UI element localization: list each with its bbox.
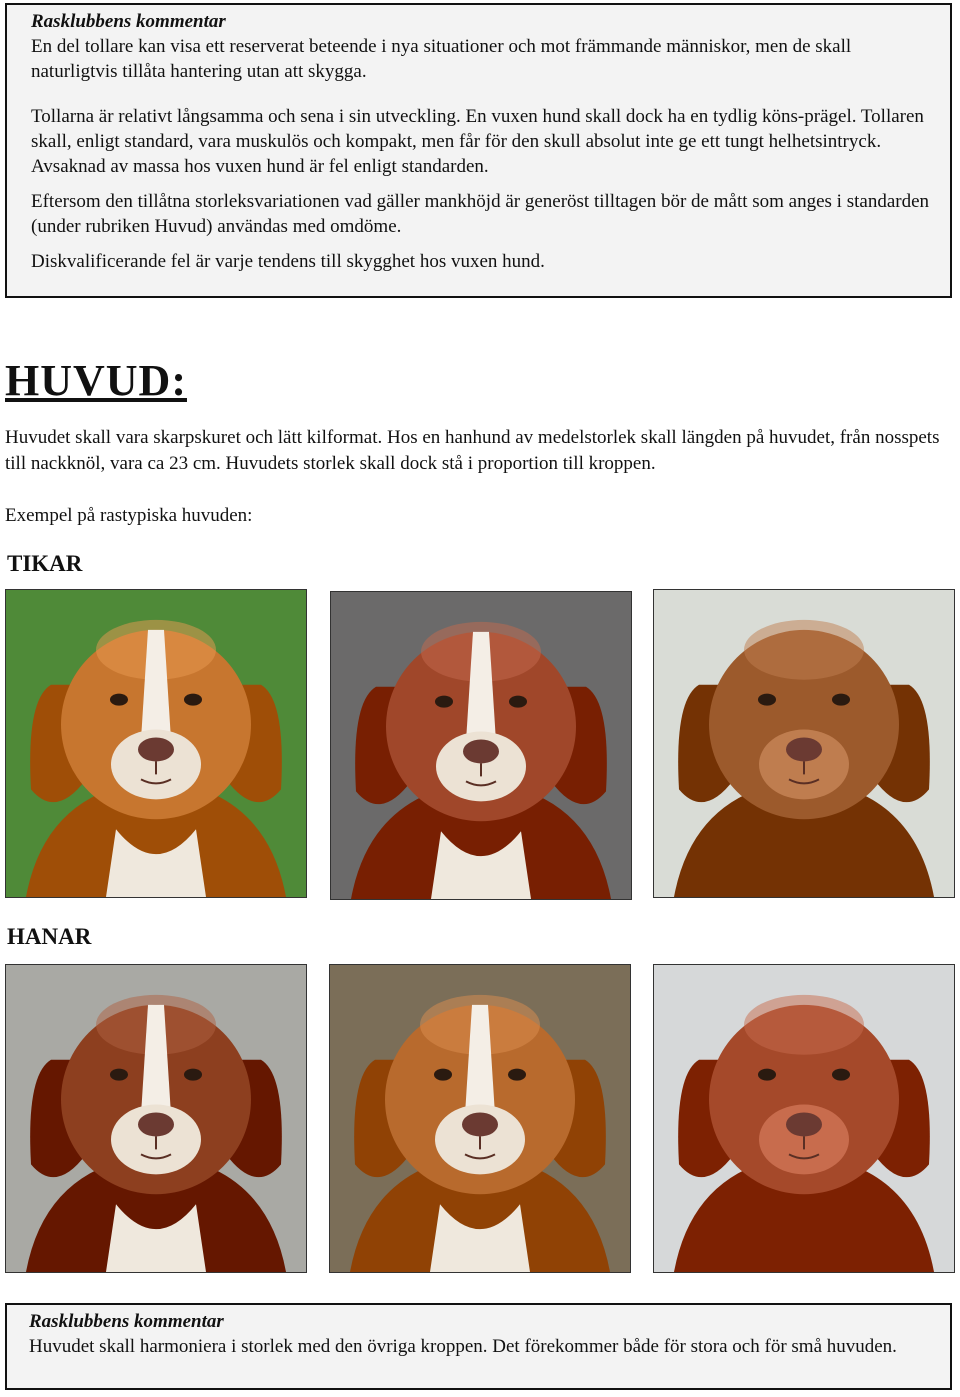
dog-right-eye: [509, 696, 527, 708]
section-heading: HUVUD:: [5, 356, 187, 405]
dog-forehead-highlight: [744, 995, 864, 1055]
breed-club-comment-box: [5, 3, 952, 298]
dog-nose: [462, 1113, 498, 1137]
comment-text-2: Huvudet skall harmoniera i storlek med den övriga kroppen. Det förekommer både för stora och för små huvuden.: [29, 1336, 897, 1357]
dog-right-eye: [832, 694, 850, 706]
dog-left-eye: [110, 694, 128, 706]
dog-nose: [138, 738, 174, 762]
dog-left-eye: [434, 1069, 452, 1081]
female-dog-photo: [5, 589, 307, 898]
male-dog-photo: [329, 964, 631, 1273]
comment-paragraph-1: En del tollare kan visa ett reserverat beteende i nya situationer och mot främmande människor, men de skall naturligtvis tillåta hantering utan att skygga.: [31, 36, 852, 82]
dog-nose: [138, 1113, 174, 1137]
dog-right-eye: [508, 1069, 526, 1081]
dog-nose: [786, 1113, 822, 1137]
female-dog-photo: [330, 591, 632, 900]
dog-right-eye: [832, 1069, 850, 1081]
breed-club-comment-box-2: [5, 1303, 952, 1390]
examples-intro: Exempel på rastypiska huvuden:: [5, 505, 253, 526]
dog-right-eye: [184, 1069, 202, 1081]
comment-title: Rasklubbens kommentar: [31, 11, 226, 32]
comment-paragraph-2: Tollarna är relativt långsamma och sena i sin utveckling. En vuxen hund skall dock ha en tydlig köns-prägel. Tollaren skall, enligt standard, vara muskulös och kompakt, men får för den skull absolut inte ge ett tungt helhetsintryck. Avsaknad av massa hos vuxen hund är fel enligt standarden.: [31, 106, 924, 177]
dog-nose: [463, 740, 499, 764]
dog-right-eye: [184, 694, 202, 706]
dog-forehead-highlight: [744, 620, 864, 680]
head-description: Huvudet skall vara skarpskuret och lätt kilformat. Hos en hanhund av medelstorlek skall längden på huvudet, från nosspets till nackknöl, vara ca 23 cm. Huvudets storlek skall dock stå i proportion till kroppen.: [5, 427, 940, 474]
dog-left-eye: [435, 696, 453, 708]
group-label-females: TIKAR: [7, 551, 83, 576]
dog-left-eye: [110, 1069, 128, 1081]
male-dog-photo: [653, 964, 955, 1273]
comment-paragraph-4: Diskvalificerande fel är varje tendens till skygghet hos vuxen hund.: [31, 251, 545, 272]
dog-nose: [786, 738, 822, 762]
dog-left-eye: [758, 1069, 776, 1081]
female-dog-photo: [653, 589, 955, 898]
comment-paragraph-3: Eftersom den tillåtna storleksvariationen vad gäller mankhöjd är generöst tilltagen bör de mått som anges i standarden (under rubriken Huvud) användas med omdöme.: [31, 191, 930, 237]
group-label-males: HANAR: [7, 924, 92, 949]
comment-title-2: Rasklubbens kommentar: [29, 1311, 224, 1332]
male-dog-photo: [5, 964, 307, 1273]
dog-left-eye: [758, 694, 776, 706]
